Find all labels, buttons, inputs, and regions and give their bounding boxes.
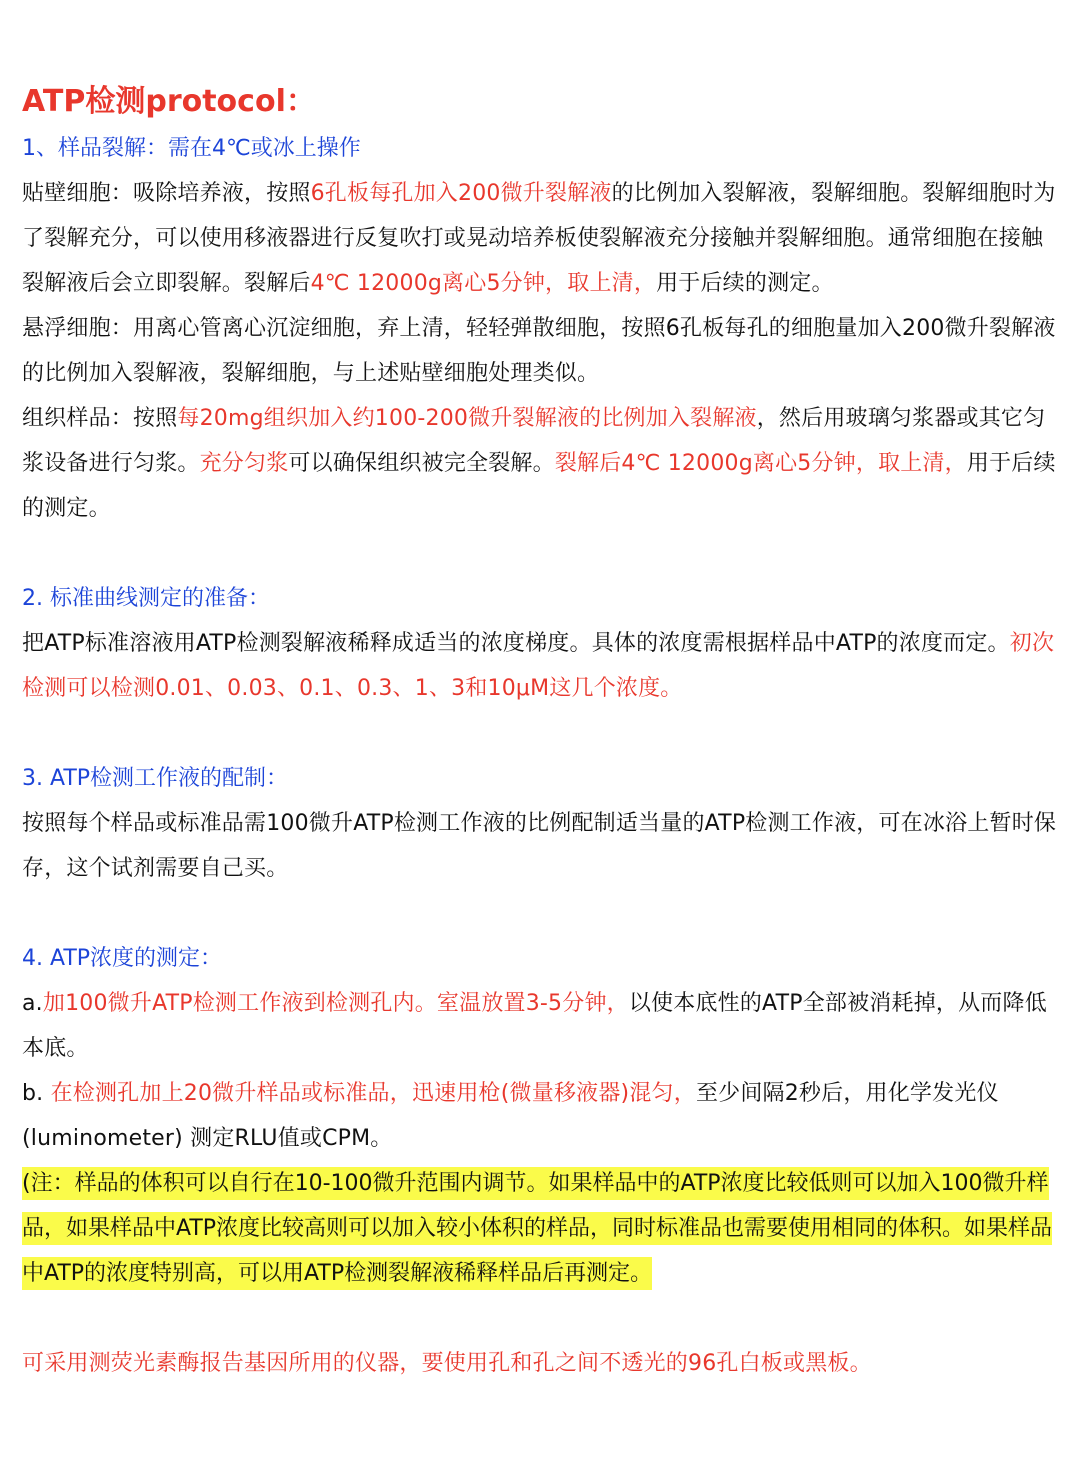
emphasis-text: 4℃ 12000g离心5分钟，取上清， (310, 271, 657, 296)
text-run: 的比例加入裂解液，裂解细胞。裂解细胞时为了裂解充分，可以使用移液器进行反复吹打或晃动培养板使裂解液充分接触并裂解细胞。通常细胞在接触裂解液后会立即裂解。裂解后 (22, 181, 1056, 296)
emphasis-text: 加100微升ATP检测工作液到检测孔内。室温放置3-5分钟， (42, 991, 629, 1016)
text-run: 以使本底性的ATP全部被消耗掉，从而降低本底。 (22, 991, 1047, 1061)
text-run: 贴壁细胞：吸除培养液，按照 (22, 181, 311, 206)
emphasis-text: 在检测孔加上20微升样品或标准品，迅速用枪(微量移液器)混匀， (50, 1081, 696, 1106)
emphasis-text: 初次检测可以检测0.01、0.03、0.1、0.3、1、3和10μM这几个浓度。 (22, 631, 1055, 701)
spacer (22, 711, 1062, 756)
text-run: 可以确保组织被完全裂解。 (288, 451, 555, 476)
text-run: ，然后用玻璃匀浆器或其它匀浆设备进行匀浆。 (22, 406, 1046, 476)
text-run: b. (22, 1081, 51, 1106)
spacer (22, 531, 1062, 576)
section-2-heading: 2. 标准曲线测定的准备： (22, 586, 270, 611)
emphasis-text: 每20mg组织加入约100-200微升裂解液的比例加入裂解液 (177, 406, 757, 431)
footer-note: 可采用测荧光素酶报告基因所用的仪器，要使用孔和孔之间不透光的96孔白板或黑板。 (22, 1351, 872, 1376)
document (22, 80, 1062, 1386)
section-3-heading: 3. ATP检测工作液的配制： (22, 766, 289, 791)
section-4-heading: 4. ATP浓度的测定： (22, 946, 223, 971)
text-run: 组织样品：按照 (22, 406, 178, 431)
page-title: ATP检测protocol： (22, 84, 316, 119)
emphasis-text: 充分匀浆 (199, 451, 289, 476)
section-2-paragraph (22, 621, 1062, 711)
emphasis-text: 裂解后4℃ 12000g离心5分钟，取上清， (554, 451, 967, 476)
highlighted-note (22, 1161, 1062, 1296)
section-3-paragraph: 按照每个样品或标准品需100微升ATP检测工作液的比例配制适当量的ATP检测工作液，可在冰浴上暂时保存，这个试剂需要自己买。 (22, 811, 1057, 881)
spacer (22, 1296, 1062, 1341)
section-1-adherent-cells-paragraph (22, 171, 1062, 306)
text-run: a. (22, 991, 43, 1016)
section-4-step-b (22, 1071, 1062, 1161)
section-4-step-a (22, 981, 1062, 1071)
text-run: 把ATP标准溶液用ATP检测裂解液稀释成适当的浓度梯度。具体的浓度需根据样品中ATP的浓度而定。 (22, 631, 1010, 656)
section-1-tissue-samples-paragraph (22, 396, 1062, 531)
emphasis-text: 6孔板每孔加入200微升裂解液 (310, 181, 612, 206)
section-1-suspension-cells-paragraph: 悬浮细胞：用离心管离心沉淀细胞，弃上清，轻轻弹散细胞，按照6孔板每孔的细胞量加入200微升裂解液的比例加入裂解液，裂解细胞，与上述贴壁细胞处理类似。 (22, 316, 1056, 386)
text-run: 用于后续的测定。 (656, 271, 834, 296)
text-run: 至少间隔2秒后，用化学发光仪(luminometer) 测定RLU值或CPM。 (22, 1081, 999, 1151)
text-run: 用于后续的测定。 (22, 451, 1056, 521)
section-1-heading: 1、样品裂解：需在4℃或冰上操作 (22, 136, 361, 161)
note-text: (注：样品的体积可以自行在10-100微升范围内调节。如果样品中的ATP浓度比较低则可以加入100微升样品，如果样品中ATP浓度比较高则可以加入较小体积的样品，同时标准品也需要使用相同的体积。如果样品中ATP的浓度特别高，可以用ATP检测裂解液稀释样品后再测定。 (22, 1167, 1052, 1290)
spacer (22, 891, 1062, 936)
